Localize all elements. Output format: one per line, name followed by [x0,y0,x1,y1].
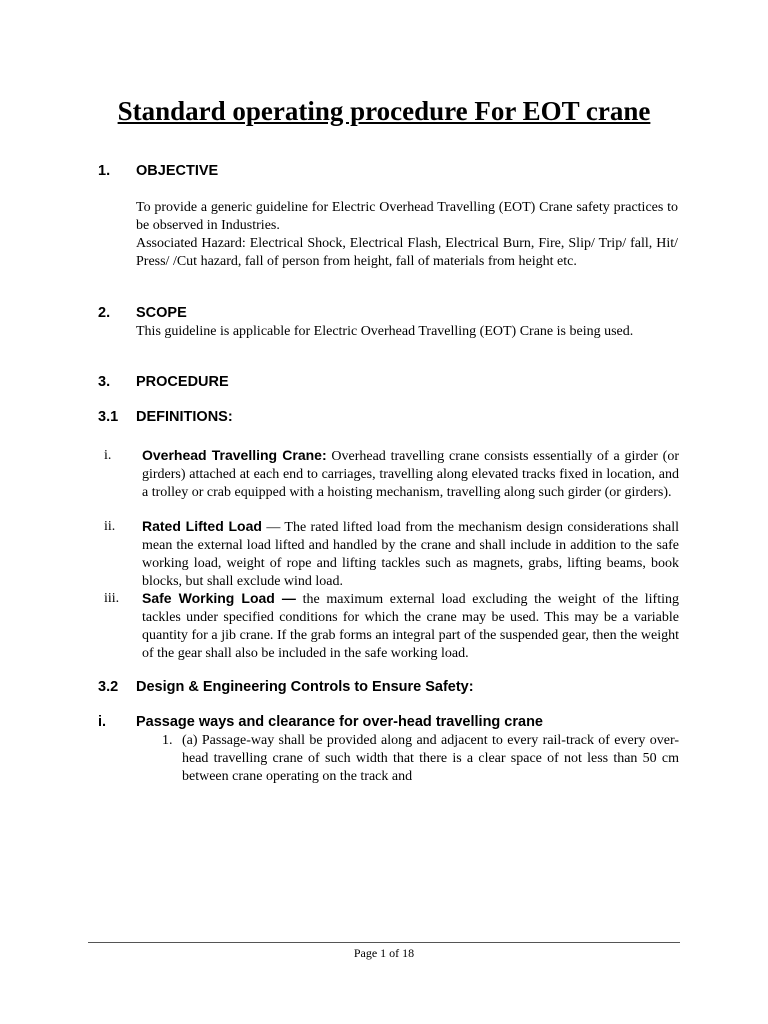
definition-term: Overhead Travelling Crane: [142,447,327,463]
section-heading-objective [98,163,218,179]
definition-term: Rated Lifted Load [142,518,262,534]
list-marker: iii. [104,591,120,606]
section-title: DEFINITIONS: [136,409,233,425]
section-heading-definitions [98,409,233,425]
objective-hazard: Associated Hazard: Electrical Shock, Electrical Flash, Electrical Burn, Fire, Slip/ Trip/ fall, Hit/ Press/ /Cut hazard, fall of person from height, fall of materials from height etc. [136,236,678,269]
definition-rated-load [142,517,679,591]
section-heading-procedure [98,374,229,390]
list-marker: 1. [162,733,173,748]
page-number: Page 1 of 18 [353,946,415,960]
definition-text: Overhead travelling crane consists essentially of a girder (or girders) attached at each end to carriages, travelling along elevated tracks fixed in location, and a trolley or crab equipped with a hoisting mechanism, travelling along such girder (or girders). [142,449,679,500]
definition-text: — The rated lifted load from the mechanism design considerations shall mean the external load lifted and handled by the crane and shall include in addition to the safe working load, weight of rope and lifting tackles such as magnets, grabs, lifting beams, book blocks, but shall exclude wind load. [142,520,679,589]
section-heading-scope [98,305,187,321]
section-title: SCOPE [136,305,187,321]
definition-term: Safe Working Load — [142,590,296,606]
definition-overhead-crane [142,446,679,502]
section-number: 3. [98,374,111,390]
list-marker: ii. [104,519,116,534]
section-number: 2. [98,305,111,321]
section-number: 1. [98,163,111,179]
subsection-marker: i. [98,714,107,730]
page-title: Standard operating procedure For EOT crane [117,96,651,126]
section-title: PROCEDURE [136,374,229,390]
objective-text: To provide a generic guideline for Electric Overhead Travelling (EOT) Crane safety practices to be observed in Industries. [136,200,678,233]
definition-text: the maximum external load excluding the weight of the lifting tackles under specified conditions for which the crane may be used. This may be a variable quantity for a jib crane. If the grab forms an integral part of the suspended gear, then the weight of the gear shall also be included in the safe working load. [142,592,679,661]
scope-text: This guideline is applicable for Electric Overhead Travelling (EOT) Crane is being used. [136,324,634,339]
subsection-heading-passage [98,714,543,730]
section-title: Design & Engineering Controls to Ensure Safety: [136,679,474,695]
section-heading-design [98,679,474,695]
definition-safe-working-load [142,589,679,663]
passage-item-text: (a) Passage-way shall be provided along and adjacent to every rail-track of every over-head travelling crane of such width that there is a clear space of not less than 50 cm between crane operating on the track and [182,733,679,784]
footer-divider [88,942,680,943]
section-number: 3.2 [98,679,119,695]
list-marker: i. [104,448,112,463]
section-title: OBJECTIVE [136,163,219,179]
section-number: 3.1 [98,409,119,425]
subsection-title: Passage ways and clearance for over-head travelling crane [136,714,543,730]
